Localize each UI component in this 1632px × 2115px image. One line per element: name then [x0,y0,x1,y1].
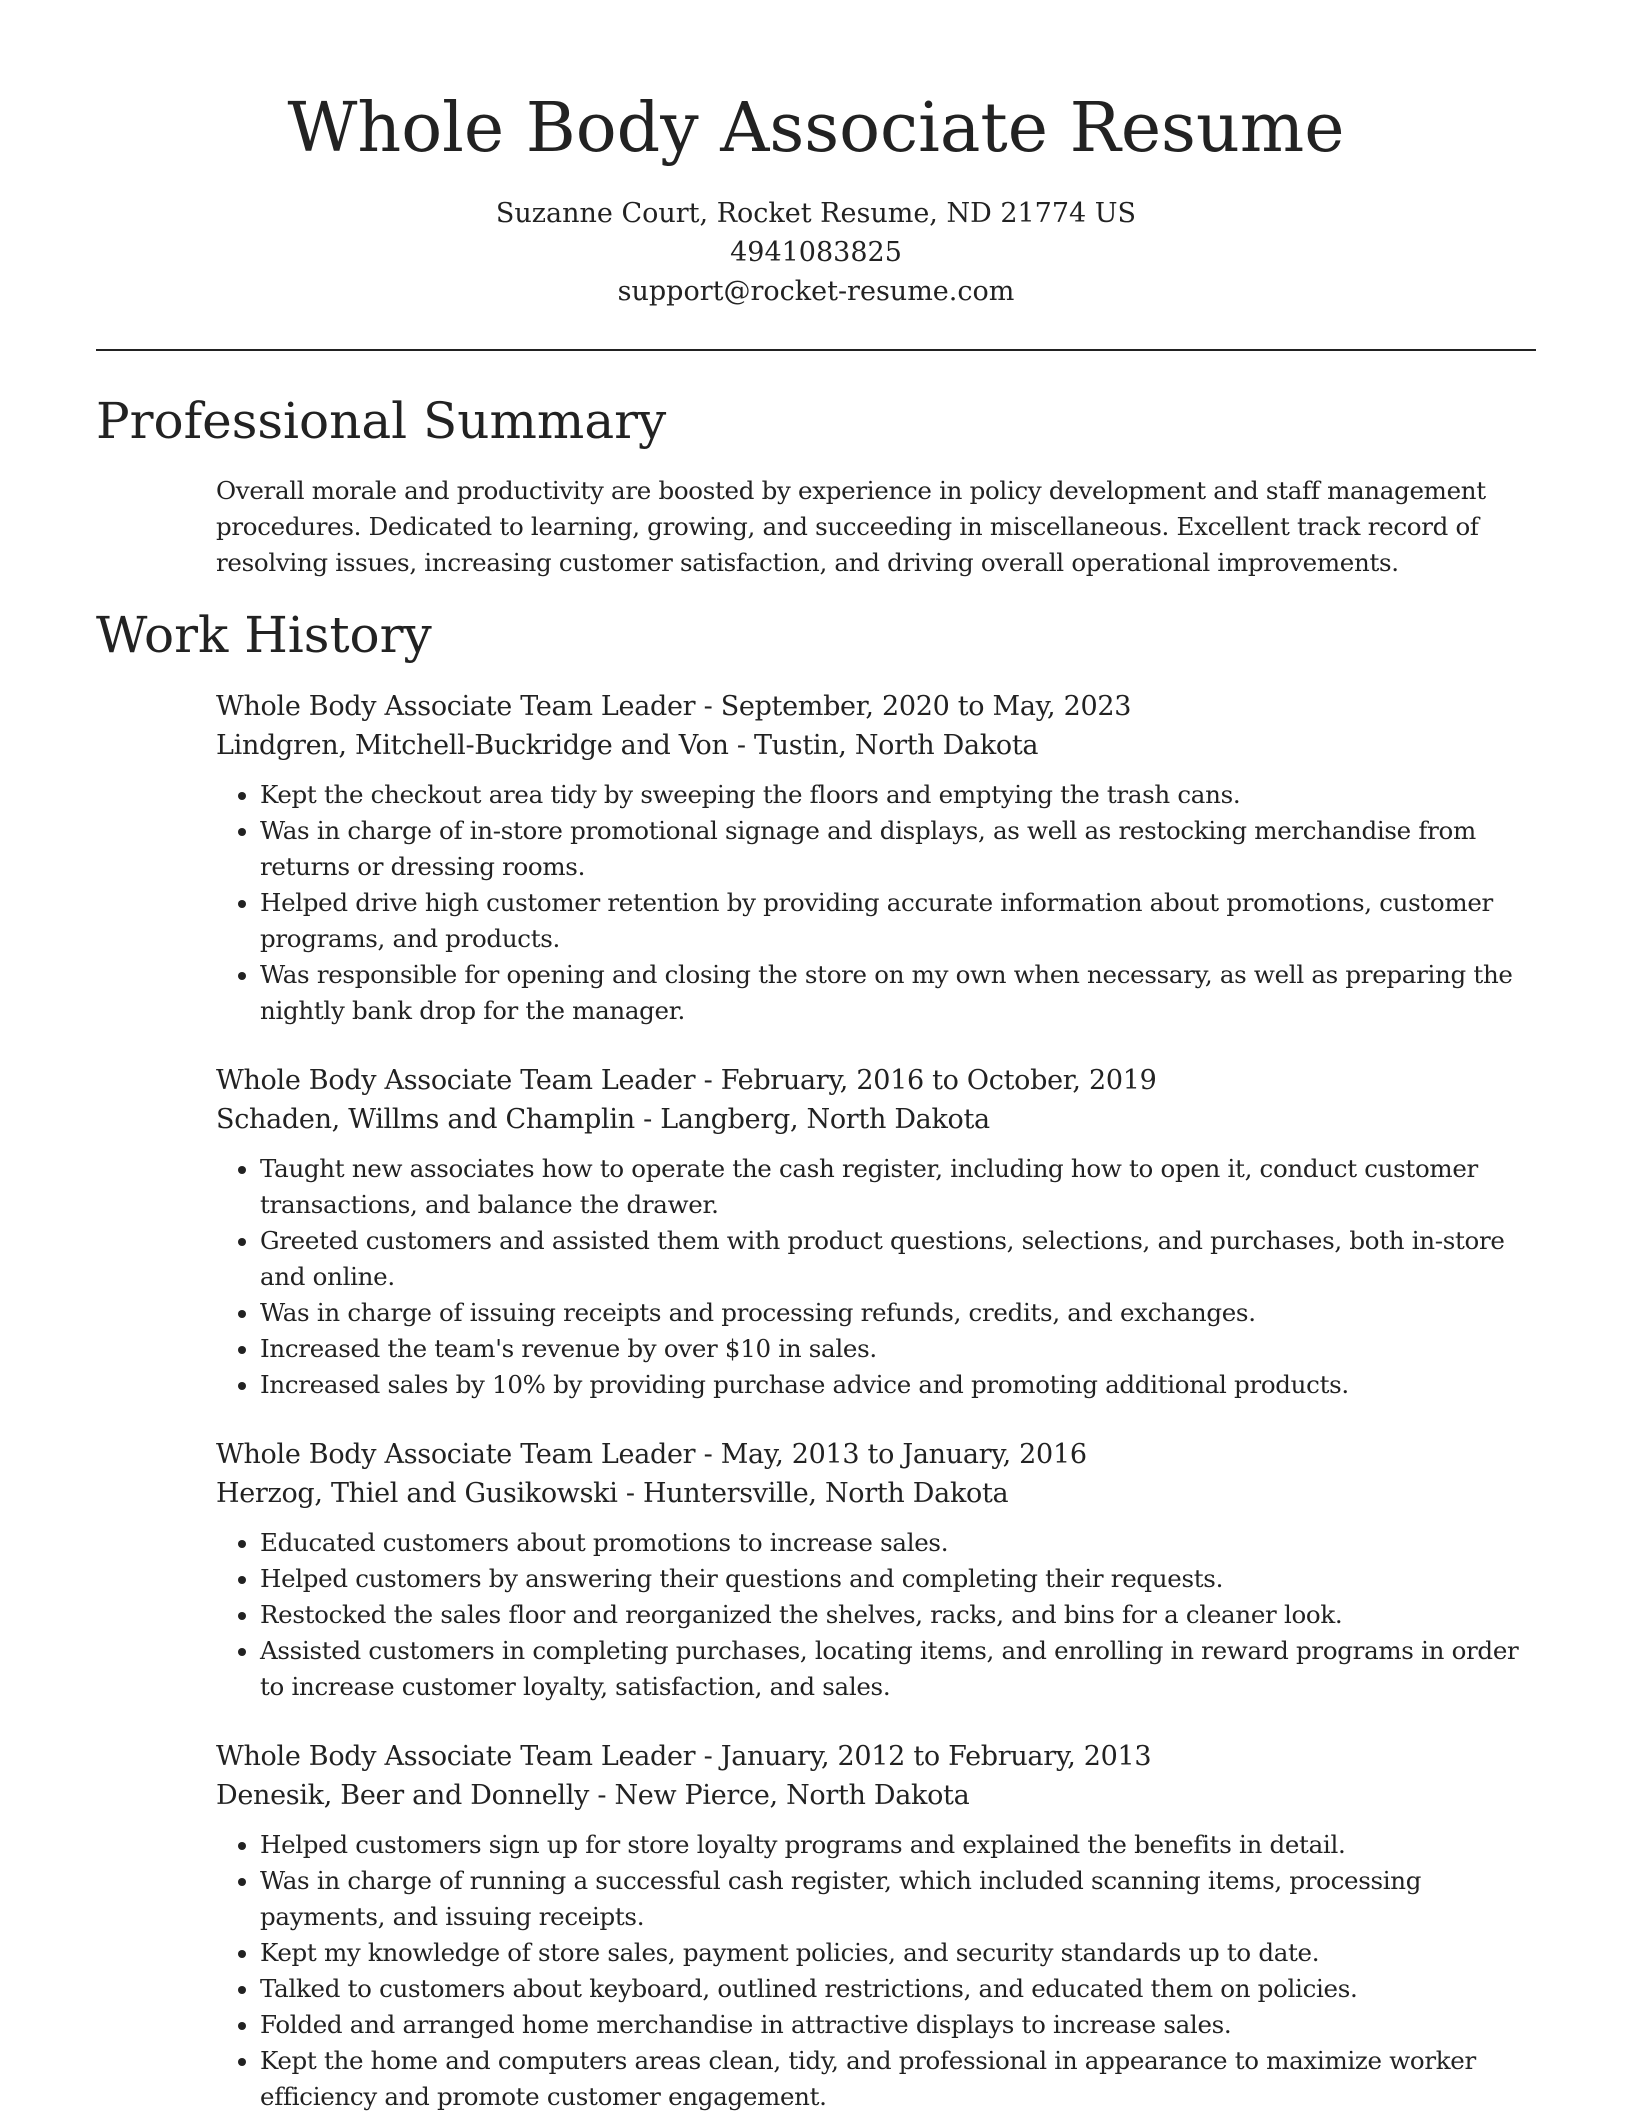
job-dates: February, 2016 to October, 2019 [720,1065,1157,1096]
resume-title: Whole Body Associate Resume [287,89,1345,168]
job-bullet: • Assisted customers in completing purchases, locating items, and enrolling in reward programs in order to increase customer loyalty, satisfaction, and sales. [260,1633,1536,1705]
job-bullet-list [216,1151,1536,1403]
job-role: Whole Body Associate Team Leader [216,1065,696,1096]
job-bullet: • Helped drive high customer retention by providing accurate information about promotions, customer programs, and products. [260,885,1536,957]
header-divider [96,349,1536,351]
job-bullet: • Kept my knowledge of store sales, payment policies, and security standards up to date. [260,1935,1536,1971]
job-bullet: • Kept the home and computers areas clean, tidy, and professional in appearance to maximize worker efficiency and promote customer engagement. [260,2043,1536,2115]
job-company: Denesik, Beer and Donnelly [216,1780,590,1811]
job-bullet: • Was in charge of in-store promotional signage and displays, as well as restocking merchandise from returns or dressing rooms. [260,813,1536,885]
job-location: Huntersville, North Dakota [642,1478,1009,1509]
job-dates: January, 2012 to February, 2013 [720,1741,1152,1772]
job-company: Lindgren, Mitchell-Buckridge and Von [216,730,729,761]
job-company-line: Herzog, Thiel and Gusikowski - Huntersville, North Dakota [216,1478,1009,1509]
job-bullet-list [216,1827,1536,2115]
job-role: Whole Body Associate Team Leader [216,691,696,722]
job-dates: September, 2020 to May, 2023 [720,691,1132,722]
job-role: Whole Body Associate Team Leader [216,1741,696,1772]
summary-heading: Professional Summary [96,392,667,450]
job-title-line: Whole Body Associate Team Leader - February, 2016 to October, 2019 [216,1065,1157,1096]
job-title-line: Whole Body Associate Team Leader - September, 2020 to May, 2023 [216,691,1132,722]
job-bullet: • Talked to customers about keyboard, outlined restrictions, and educated them on policies. [260,1971,1536,2007]
job-dates: May, 2013 to January, 2016 [720,1439,1087,1470]
job-company-line: Schaden, Willms and Champlin - Langberg, North Dakota [216,1104,990,1135]
job-entry [216,1061,1536,1403]
resume-page [96,0,1536,2115]
job-bullet: • Was in charge of running a successful cash register, which included scanning items, processing payments, and issuing receipts. [260,1863,1536,1935]
job-bullet: • Helped customers by answering their questions and completing their requests. [260,1561,1536,1597]
job-company: Schaden, Willms and Champlin [216,1104,635,1135]
job-bullet: • Increased sales by 10% by providing purchase advice and promoting additional products. [260,1367,1536,1403]
job-location: Tustin, North Dakota [753,730,1039,761]
job-entry [216,1435,1536,1705]
job-bullet-list [216,1525,1536,1705]
job-location: Langberg, North Dakota [660,1104,990,1135]
contact-address: Suzanne Court, Rocket Resume, ND 21774 US [495,198,1137,229]
job-bullet: • Greeted customers and assisted them with product questions, selections, and purchases, both in-store and online. [260,1223,1536,1295]
contact-email: support@rocket-resume.com [617,276,1015,307]
job-company-line: Lindgren, Mitchell-Buckridge and Von - Tustin, North Dakota [216,730,1039,761]
job-entry [216,687,1536,1029]
job-bullet-list [216,777,1536,1029]
work-history-heading: Work History [96,606,432,664]
job-bullet: • Kept the checkout area tidy by sweeping the floors and emptying the trash cans. [260,777,1536,813]
contact-info [96,194,1536,311]
contact-phone: 4941083825 [730,237,902,268]
job-company: Herzog, Thiel and Gusikowski [216,1478,618,1509]
job-title-line: Whole Body Associate Team Leader - January, 2012 to February, 2013 [216,1741,1152,1772]
job-bullet: • Educated customers about promotions to increase sales. [260,1525,1536,1561]
job-bullet: • Restocked the sales floor and reorganized the shelves, racks, and bins for a cleaner look. [260,1597,1536,1633]
work-history-list [216,687,1536,2115]
job-bullet: • Was in charge of issuing receipts and processing refunds, credits, and exchanges. [260,1295,1536,1331]
job-bullet: • Increased the team's revenue by over $10 in sales. [260,1331,1536,1367]
job-entry [216,1737,1536,2115]
job-bullet: • Helped customers sign up for store loyalty programs and explained the benefits in detail. [260,1827,1536,1863]
job-location: New Pierce, North Dakota [614,1780,970,1811]
job-role: Whole Body Associate Team Leader [216,1439,696,1470]
job-title-line: Whole Body Associate Team Leader - May, 2013 to January, 2016 [216,1439,1087,1470]
job-bullet: • Folded and arranged home merchandise in attractive displays to increase sales. [260,2007,1536,2043]
job-company-line: Denesik, Beer and Donnelly - New Pierce, North Dakota [216,1780,970,1811]
job-bullet: • Taught new associates how to operate the cash register, including how to open it, conduct customer transactions, and balance the drawer. [260,1151,1536,1223]
job-bullet: • Was responsible for opening and closing the store on my own when necessary, as well as preparing the nightly bank drop for the manager. [260,957,1536,1029]
summary-text: Overall morale and productivity are boosted by experience in policy development and staff management procedures. Dedicated to learning, growing, and succeeding in miscellaneous. Excellent track record of resolving issues, increasing customer satisfaction, and driving overall operational improvements. [216,476,1486,577]
